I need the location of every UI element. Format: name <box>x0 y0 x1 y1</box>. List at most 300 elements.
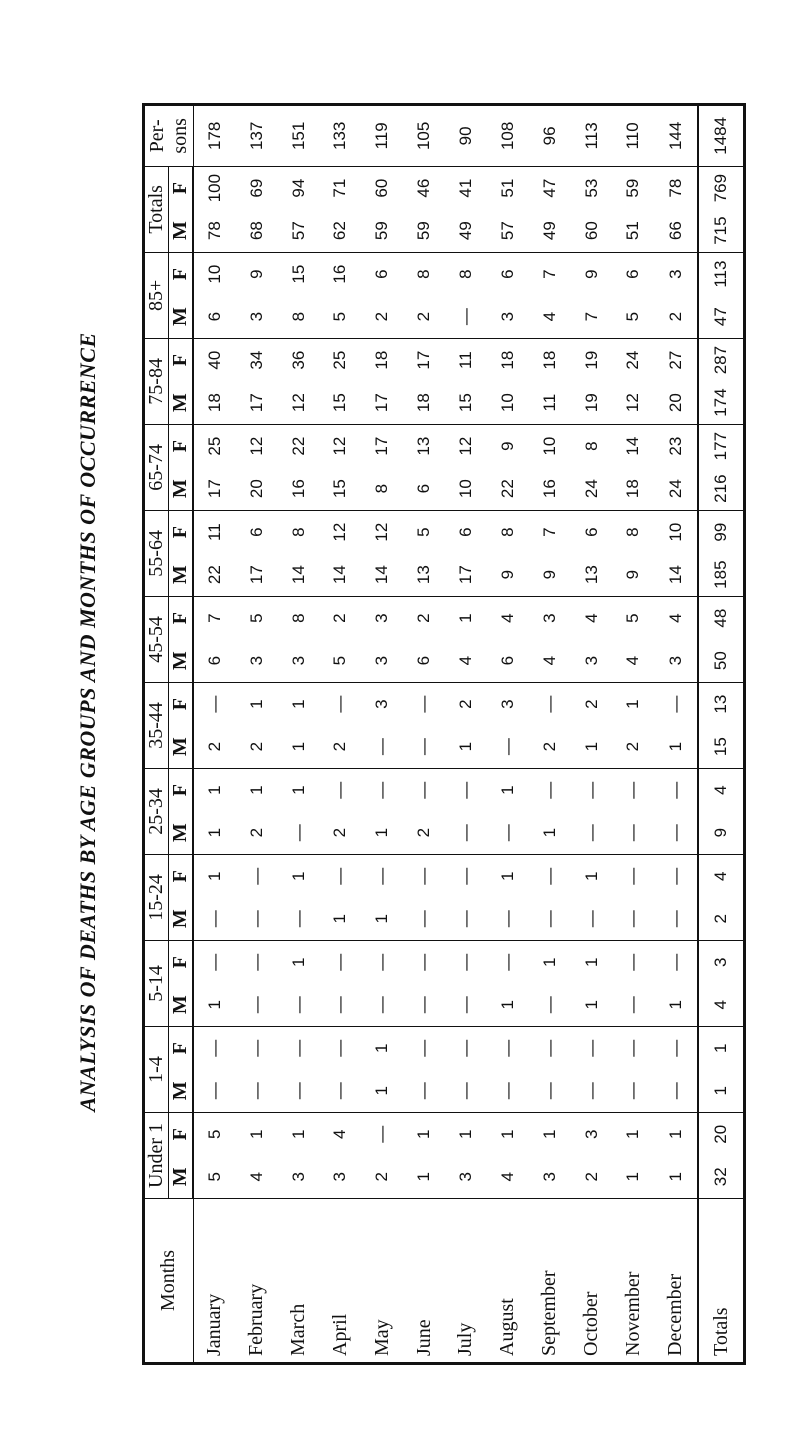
male-cell: — <box>414 910 434 928</box>
female-cell: 1 <box>487 768 529 811</box>
male-cell: — <box>623 824 643 842</box>
male-cell: 1 <box>497 999 517 1010</box>
male-cell: 66 <box>665 221 685 241</box>
male-cell: 22 <box>497 479 517 499</box>
female-cell: 3 <box>698 940 744 983</box>
persons-cell: 144 <box>654 104 698 166</box>
male-cell: 2 <box>372 1172 392 1182</box>
persons-cell: 108 <box>487 104 529 166</box>
male-cell: 68 <box>246 221 266 241</box>
male-cell: 5 <box>330 311 350 322</box>
female-cell: 8 <box>278 510 320 553</box>
male-cell: 1 <box>581 999 601 1010</box>
female-cell: 41 <box>445 166 487 209</box>
female-cell: — <box>571 768 613 811</box>
female-cell: 1 <box>613 682 655 725</box>
persons-cell: 105 <box>403 104 445 166</box>
male-cell: 2 <box>246 827 266 838</box>
male-header: M <box>169 295 194 338</box>
female-cell: 769 <box>698 166 744 209</box>
female-cell: — <box>654 682 698 725</box>
female-cell: 51 <box>487 166 529 209</box>
male-cell: 4 <box>539 311 559 322</box>
female-cell: — <box>278 1026 320 1069</box>
male-cell: 2 <box>372 311 392 322</box>
female-cell: 10 <box>193 252 236 295</box>
male-cell: 15 <box>330 479 350 499</box>
male-cell: 2 <box>414 311 434 322</box>
female-cell: 9 <box>571 252 613 295</box>
female-cell: 8 <box>487 510 529 553</box>
female-cell: 8 <box>571 424 613 467</box>
male-cell: 2 <box>698 897 744 940</box>
female-cell: 6 <box>571 510 613 553</box>
male-cell: 1 <box>623 1172 643 1182</box>
male-cell: 15 <box>698 725 744 768</box>
male-cell: — <box>372 996 392 1014</box>
male-cell: 62 <box>330 221 350 241</box>
table-row <box>654 104 698 1363</box>
male-cell: — <box>330 1082 350 1100</box>
male-cell: — <box>246 1082 266 1100</box>
male-cell: — <box>288 824 308 842</box>
male-cell: 2 <box>539 741 559 752</box>
female-cell: — <box>445 854 487 897</box>
female-cell: 1 <box>654 1112 698 1155</box>
female-cell: 10 <box>654 510 698 553</box>
male-header: M <box>169 381 194 424</box>
persons-cell: 151 <box>278 104 320 166</box>
male-cell: — <box>539 910 559 928</box>
male-cell: 216 <box>698 467 744 510</box>
male-cell: 1 <box>288 741 308 752</box>
age-group-header: 1-4 <box>144 1026 169 1112</box>
male-cell: 5 <box>330 655 350 666</box>
female-cell: 47 <box>529 166 571 209</box>
female-cell: 6 <box>236 510 278 553</box>
male-cell: 49 <box>539 221 559 241</box>
table-row <box>361 104 403 1363</box>
female-cell: — <box>613 940 655 983</box>
female-cell: 5 <box>236 596 278 639</box>
male-cell: 1 <box>455 741 475 752</box>
month-label: Totals <box>698 1199 744 1364</box>
persons-cell: 119 <box>361 104 403 166</box>
table-row <box>571 104 613 1363</box>
male-cell: 3 <box>246 311 266 322</box>
female-cell: 17 <box>403 338 445 381</box>
female-cell: — <box>403 768 445 811</box>
female-cell: — <box>193 1026 236 1069</box>
male-cell: 3 <box>288 1172 308 1182</box>
male-cell: 20 <box>246 479 266 499</box>
male-cell: — <box>581 1082 601 1100</box>
female-cell: 1 <box>529 940 571 983</box>
male-cell: 185 <box>698 553 744 596</box>
male-cell: 4 <box>246 1172 266 1182</box>
female-cell: 2 <box>445 682 487 725</box>
persons-header-line: Per- <box>145 119 168 153</box>
female-cell: 59 <box>613 166 655 209</box>
male-cell: 78 <box>204 221 224 241</box>
male-cell: 2 <box>330 741 350 752</box>
male-cell: 17 <box>246 565 266 585</box>
male-cell: 24 <box>665 479 685 499</box>
male-header: M <box>169 467 194 510</box>
male-cell: — <box>330 996 350 1014</box>
persons-header <box>144 104 194 166</box>
female-cell: 1 <box>529 1112 571 1155</box>
male-cell: 3 <box>581 655 601 666</box>
female-cell: 25 <box>193 424 236 467</box>
female-cell: 94 <box>278 166 320 209</box>
female-cell: 99 <box>698 510 744 553</box>
female-cell: 12 <box>361 510 403 553</box>
male-cell: 60 <box>581 221 601 241</box>
male-cell: — <box>455 910 475 928</box>
female-cell: — <box>654 768 698 811</box>
male-cell: 14 <box>330 565 350 585</box>
male-cell: 59 <box>414 221 434 241</box>
male-cell: 18 <box>623 479 643 499</box>
female-cell: 3 <box>361 682 403 725</box>
table-row <box>403 104 445 1363</box>
male-cell: 32 <box>698 1156 744 1199</box>
male-cell: — <box>665 910 685 928</box>
female-cell: — <box>613 854 655 897</box>
male-cell: 20 <box>665 393 685 413</box>
male-cell: 19 <box>581 393 601 413</box>
female-cell: 5 <box>613 596 655 639</box>
female-cell: — <box>654 940 698 983</box>
female-cell: — <box>319 1026 361 1069</box>
male-cell: — <box>414 738 434 756</box>
deaths-table <box>142 103 746 1365</box>
female-cell: 1 <box>278 768 320 811</box>
female-cell: — <box>361 940 403 983</box>
female-cell: — <box>361 768 403 811</box>
male-cell: 17 <box>246 393 266 413</box>
female-header: F <box>169 596 194 639</box>
month-label: April <box>319 1199 361 1364</box>
month-label: January <box>193 1199 236 1364</box>
male-cell: 51 <box>623 221 643 241</box>
female-header: F <box>169 338 194 381</box>
female-cell: 1 <box>278 682 320 725</box>
male-cell: 15 <box>330 393 350 413</box>
male-cell: — <box>623 910 643 928</box>
age-group-header: 35-44 <box>144 682 169 768</box>
male-header: M <box>169 983 194 1026</box>
female-cell: 24 <box>613 338 655 381</box>
female-cell: 18 <box>361 338 403 381</box>
female-cell: 6 <box>487 252 529 295</box>
month-label: February <box>236 1199 278 1364</box>
female-cell: 7 <box>193 596 236 639</box>
male-cell: 12 <box>288 393 308 413</box>
age-group-header: Under 1 <box>144 1112 169 1198</box>
month-label: September <box>529 1199 571 1364</box>
table-row <box>445 104 487 1363</box>
male-cell: 2 <box>623 741 643 752</box>
female-cell: — <box>613 768 655 811</box>
table-row <box>487 104 529 1363</box>
male-cell: 4 <box>497 1172 517 1182</box>
male-cell: 3 <box>455 1172 475 1182</box>
female-cell: 9 <box>236 252 278 295</box>
female-cell: 3 <box>487 682 529 725</box>
female-cell: 8 <box>445 252 487 295</box>
female-cell: 177 <box>698 424 744 467</box>
female-cell: — <box>361 854 403 897</box>
male-cell: 8 <box>288 311 308 322</box>
female-cell: — <box>193 682 236 725</box>
male-cell: 13 <box>414 565 434 585</box>
female-cell: 18 <box>529 338 571 381</box>
male-cell: — <box>455 996 475 1014</box>
male-cell: 1 <box>581 741 601 752</box>
male-cell: 715 <box>698 209 744 252</box>
female-cell: 1 <box>193 768 236 811</box>
male-cell: 1 <box>665 1172 685 1182</box>
female-cell: 27 <box>654 338 698 381</box>
female-cell: 6 <box>445 510 487 553</box>
female-header: F <box>169 424 194 467</box>
female-cell: 3 <box>529 596 571 639</box>
female-cell: — <box>445 768 487 811</box>
male-cell: 1 <box>372 913 392 924</box>
male-cell: 6 <box>204 311 224 322</box>
male-cell: 18 <box>414 393 434 413</box>
female-header: F <box>169 940 194 983</box>
male-cell: 59 <box>372 221 392 241</box>
male-cell: 174 <box>698 381 744 424</box>
female-cell: 1 <box>487 854 529 897</box>
male-cell: 14 <box>372 565 392 585</box>
male-cell: — <box>455 308 475 326</box>
female-cell: 1 <box>613 1112 655 1155</box>
female-cell: — <box>613 1026 655 1069</box>
female-cell: 8 <box>613 510 655 553</box>
male-cell: — <box>288 1082 308 1100</box>
female-cell: 5 <box>403 510 445 553</box>
female-cell: 1 <box>487 1112 529 1155</box>
male-cell: — <box>497 824 517 842</box>
female-cell: 10 <box>529 424 571 467</box>
female-cell: 12 <box>319 510 361 553</box>
female-cell: 2 <box>319 596 361 639</box>
male-cell: — <box>288 996 308 1014</box>
male-cell: 3 <box>497 311 517 322</box>
male-header: M <box>169 811 194 854</box>
male-cell: 3 <box>246 655 266 666</box>
male-cell: 2 <box>665 311 685 322</box>
male-header: M <box>169 553 194 596</box>
female-cell: 7 <box>529 510 571 553</box>
female-cell: 1 <box>236 682 278 725</box>
female-cell: 12 <box>319 424 361 467</box>
male-cell: 6 <box>414 483 434 494</box>
male-cell: 3 <box>372 655 392 666</box>
female-cell: 1 <box>445 596 487 639</box>
male-cell: — <box>372 738 392 756</box>
male-cell: 2 <box>414 827 434 838</box>
female-cell: 7 <box>529 252 571 295</box>
female-header: F <box>169 1026 194 1069</box>
female-cell: — <box>319 768 361 811</box>
male-cell: 1 <box>330 913 350 924</box>
male-cell: — <box>665 1082 685 1100</box>
age-group-header: 5-14 <box>144 940 169 1026</box>
table-row <box>698 104 744 1363</box>
female-cell: 1 <box>403 1112 445 1155</box>
female-cell: 1 <box>278 1112 320 1155</box>
male-cell: 8 <box>372 483 392 494</box>
male-cell: 16 <box>539 479 559 499</box>
month-label: November <box>613 1199 655 1364</box>
female-cell: 4 <box>571 596 613 639</box>
age-group-header: 15-24 <box>144 854 169 940</box>
male-cell: — <box>497 738 517 756</box>
female-cell: 4 <box>487 596 529 639</box>
persons-cell: 137 <box>236 104 278 166</box>
female-cell: 19 <box>571 338 613 381</box>
female-cell: 5 <box>193 1112 236 1155</box>
male-cell: — <box>665 824 685 842</box>
female-cell: 9 <box>487 424 529 467</box>
female-cell: 4 <box>654 596 698 639</box>
male-header: M <box>169 1156 194 1199</box>
male-cell: 9 <box>497 569 517 580</box>
female-cell: — <box>529 768 571 811</box>
female-cell: — <box>654 1026 698 1069</box>
male-cell: 22 <box>204 565 224 585</box>
months-header: Months <box>144 1199 194 1364</box>
month-label: August <box>487 1199 529 1364</box>
female-cell: 4 <box>319 1112 361 1155</box>
female-cell: 3 <box>361 596 403 639</box>
rotated-table-container <box>142 105 746 1365</box>
month-label: December <box>654 1199 698 1364</box>
female-cell: — <box>445 1026 487 1069</box>
male-cell: — <box>581 824 601 842</box>
male-cell: 4 <box>539 655 559 666</box>
female-header: F <box>169 166 194 209</box>
female-cell: 14 <box>613 424 655 467</box>
age-group-header: 65-74 <box>144 424 169 510</box>
age-group-header: 25-34 <box>144 768 169 854</box>
table-row <box>613 104 655 1363</box>
female-cell: — <box>529 1026 571 1069</box>
table-row <box>278 104 320 1363</box>
female-cell: 1 <box>278 940 320 983</box>
female-cell: 11 <box>445 338 487 381</box>
female-cell: 1 <box>571 940 613 983</box>
female-header: F <box>169 682 194 725</box>
female-cell: — <box>319 682 361 725</box>
female-cell: 23 <box>654 424 698 467</box>
female-cell: 2 <box>403 596 445 639</box>
female-cell: 1 <box>278 854 320 897</box>
male-header: M <box>169 725 194 768</box>
male-cell: 6 <box>204 655 224 666</box>
male-cell: — <box>204 1082 224 1100</box>
female-header: F <box>169 1112 194 1155</box>
male-cell: — <box>581 910 601 928</box>
female-cell: — <box>236 940 278 983</box>
male-cell: 1 <box>665 741 685 752</box>
male-header: M <box>169 897 194 940</box>
male-cell: 4 <box>623 655 643 666</box>
male-cell: — <box>623 996 643 1014</box>
female-cell: 53 <box>571 166 613 209</box>
male-cell: — <box>204 910 224 928</box>
female-cell: — <box>236 1026 278 1069</box>
female-cell: 1 <box>698 1026 744 1069</box>
male-cell: 5 <box>204 1172 224 1182</box>
female-cell: — <box>529 682 571 725</box>
female-cell: 8 <box>278 596 320 639</box>
male-cell: 4 <box>698 983 744 1026</box>
male-cell: 6 <box>497 655 517 666</box>
female-cell: 113 <box>698 252 744 295</box>
male-cell: 2 <box>246 741 266 752</box>
female-cell: 1 <box>361 1026 403 1069</box>
month-label: May <box>361 1199 403 1364</box>
female-cell: 25 <box>319 338 361 381</box>
male-cell: — <box>455 824 475 842</box>
female-header: F <box>169 768 194 811</box>
persons-cell: 133 <box>319 104 361 166</box>
male-cell: 17 <box>204 479 224 499</box>
female-cell: — <box>193 940 236 983</box>
female-cell: 12 <box>236 424 278 467</box>
female-cell: 78 <box>654 166 698 209</box>
female-cell: 13 <box>403 424 445 467</box>
table-row <box>319 104 361 1363</box>
male-cell: 9 <box>698 811 744 854</box>
female-cell: 11 <box>193 510 236 553</box>
age-group-header: 75-84 <box>144 338 169 424</box>
female-cell: 46 <box>403 166 445 209</box>
female-cell: 287 <box>698 338 744 381</box>
male-cell: 5 <box>623 311 643 322</box>
female-cell: 3 <box>571 1112 613 1155</box>
persons-header-line: sons <box>168 118 191 154</box>
female-cell: 8 <box>403 252 445 295</box>
male-cell: 16 <box>288 479 308 499</box>
female-cell: 100 <box>193 166 236 209</box>
female-cell: — <box>403 854 445 897</box>
header-row-groups <box>144 104 169 1363</box>
female-cell: — <box>529 854 571 897</box>
table-row <box>529 104 571 1363</box>
female-cell: 22 <box>278 424 320 467</box>
male-cell: 6 <box>414 655 434 666</box>
female-cell: 6 <box>613 252 655 295</box>
male-cell: 2 <box>204 741 224 752</box>
male-cell: — <box>455 1082 475 1100</box>
female-cell: 60 <box>361 166 403 209</box>
male-cell: 2 <box>330 827 350 838</box>
female-cell: — <box>403 940 445 983</box>
female-cell: 34 <box>236 338 278 381</box>
male-cell: 1 <box>204 827 224 838</box>
male-cell: 24 <box>581 479 601 499</box>
male-cell: 10 <box>497 393 517 413</box>
male-cell: 14 <box>288 565 308 585</box>
female-cell: — <box>236 854 278 897</box>
